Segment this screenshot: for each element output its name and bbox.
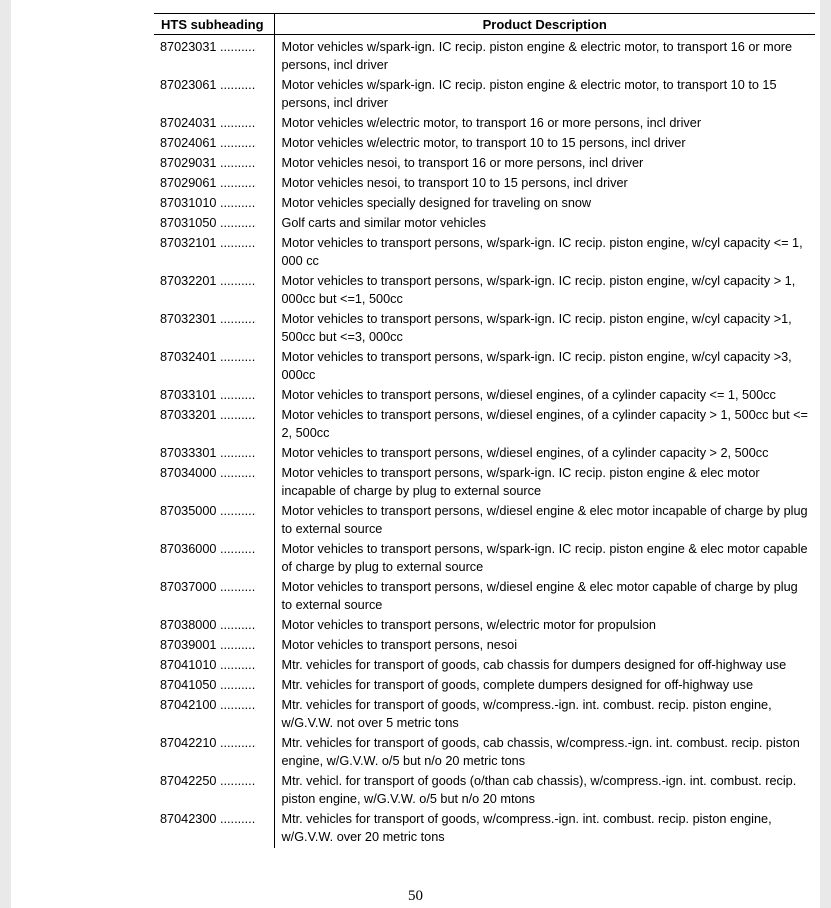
table-row [154, 234, 815, 272]
product-description-cell: Golf carts and similar motor vehicles [281, 216, 486, 230]
table-row [154, 406, 815, 444]
hts-code-cell: 87029031 .......... [154, 154, 274, 174]
hts-code-cell: 87033301 .......... [154, 444, 274, 464]
table-row [154, 272, 815, 310]
product-description-cell: Motor vehicles nesoi, to transport 16 or more persons, incl driver [281, 156, 644, 170]
table-header-row [154, 14, 815, 35]
product-description-cell: Mtr. vehicles for transport of goods, complete dumpers designed for off-highway use [281, 678, 754, 692]
hts-code-cell: 87031010 .......... [154, 194, 274, 214]
product-description-cell: Motor vehicles to transport persons, w/diesel engines, of a cylinder capacity > 1, 500cc but <= 2, 500cc [281, 408, 808, 440]
hts-table-container [154, 13, 815, 848]
product-description-cell: Motor vehicles specially designed for traveling on snow [281, 196, 592, 210]
product-description-cell: Motor vehicles to transport persons, w/electric motor for propulsion [281, 618, 656, 632]
document-page [11, 0, 820, 908]
product-description-cell: Motor vehicles w/spark-ign. IC recip. piston engine & electric motor, to transport 16 or more persons, incl driver [281, 40, 793, 72]
product-description-cell: Motor vehicles w/spark-ign. IC recip. piston engine & electric motor, to transport 10 to 15 persons, incl driver [281, 78, 777, 110]
product-description-cell: Mtr. vehicles for transport of goods, w/compress.-ign. int. combust. recip. piston engine, w/G.V.W. not over 5 metric tons [281, 698, 772, 730]
hts-code-cell: 87023061 .......... [154, 76, 274, 114]
hts-code-cell: 87042100 .......... [154, 696, 274, 734]
product-description-cell: Motor vehicles to transport persons, w/spark-ign. IC recip. piston engine, w/cyl capacity >1, 500cc but <=3, 000cc [281, 312, 792, 344]
header-product-description: Product Description [274, 14, 815, 35]
hts-code-cell: 87024061 .......... [154, 134, 274, 154]
hts-code-cell: 87041010 .......... [154, 656, 274, 676]
header-hts-subheading: HTS subheading [154, 14, 274, 35]
product-description-cell: Mtr. vehicl. for transport of goods (o/than cab chassis), w/compress.-ign. int. combust. recip. piston engine, w/G.V.W. o/5 but n/o 20 mtons [281, 774, 797, 806]
table-row [154, 386, 815, 406]
hts-code-cell: 87036000 .......... [154, 540, 274, 578]
hts-code-cell: 87032101 .......... [154, 234, 274, 272]
hts-code-cell: 87033201 .......... [154, 406, 274, 444]
hts-code-cell: 87023031 .......... [154, 35, 274, 77]
table-row [154, 194, 815, 214]
table-row [154, 616, 815, 636]
hts-code-cell: 87039001 .......... [154, 636, 274, 656]
table-row [154, 540, 815, 578]
table-row [154, 348, 815, 386]
table-row [154, 676, 815, 696]
table-row [154, 636, 815, 656]
table-row [154, 810, 815, 848]
product-description-cell: Motor vehicles to transport persons, w/diesel engine & elec motor capable of charge by plug to external source [281, 580, 798, 612]
table-row [154, 734, 815, 772]
hts-code-cell: 87024031 .......... [154, 114, 274, 134]
product-description-cell: Motor vehicles to transport persons, w/spark-ign. IC recip. piston engine & elec motor incapable of charge by plug to external source [281, 466, 760, 498]
table-row [154, 464, 815, 502]
table-body [154, 35, 815, 849]
hts-code-cell: 87042210 .......... [154, 734, 274, 772]
product-description-cell: Mtr. vehicles for transport of goods, cab chassis for dumpers designed for off-highway use [281, 658, 787, 672]
product-description-cell: Motor vehicles to transport persons, w/spark-ign. IC recip. piston engine & elec motor capable of charge by plug to external source [281, 542, 808, 574]
hts-code-cell: 87041050 .......... [154, 676, 274, 696]
product-description-cell: Motor vehicles to transport persons, w/spark-ign. IC recip. piston engine, w/cyl capacity <= 1, 000 cc [281, 236, 803, 268]
table-row [154, 772, 815, 810]
hts-code-cell: 87032301 .......... [154, 310, 274, 348]
product-description-cell: Mtr. vehicles for transport of goods, cab chassis, w/compress.-ign. int. combust. recip. piston engine, w/G.V.W. o/5 but n/o 20 metric tons [281, 736, 800, 768]
product-description-cell: Motor vehicles to transport persons, w/spark-ign. IC recip. piston engine, w/cyl capacity >3, 000cc [281, 350, 792, 382]
table-row [154, 154, 815, 174]
table-row [154, 310, 815, 348]
hts-table [154, 13, 815, 848]
product-description-cell: Motor vehicles nesoi, to transport 10 to 15 persons, incl driver [281, 176, 628, 190]
hts-code-cell: 87037000 .......... [154, 578, 274, 616]
table-row [154, 76, 815, 114]
product-description-cell: Motor vehicles w/electric motor, to transport 16 or more persons, incl driver [281, 116, 702, 130]
hts-code-cell: 87032401 .......... [154, 348, 274, 386]
hts-code-cell: 87038000 .......... [154, 616, 274, 636]
hts-code-cell: 87034000 .......... [154, 464, 274, 502]
table-row [154, 656, 815, 676]
page-number: 50 [408, 888, 423, 904]
table-row [154, 214, 815, 234]
product-description-cell: Motor vehicles to transport persons, w/diesel engines, of a cylinder capacity > 2, 500cc [281, 446, 769, 460]
table-row [154, 578, 815, 616]
table-row [154, 696, 815, 734]
table-row [154, 444, 815, 464]
hts-code-cell: 87029061 .......... [154, 174, 274, 194]
table-row [154, 502, 815, 540]
product-description-cell: Motor vehicles to transport persons, w/diesel engines, of a cylinder capacity <= 1, 500cc [281, 388, 776, 402]
hts-code-cell: 87033101 .......... [154, 386, 274, 406]
table-row [154, 114, 815, 134]
hts-code-cell: 87042250 .......... [154, 772, 274, 810]
hts-code-cell: 87031050 .......... [154, 214, 274, 234]
hts-code-cell: 87042300 .......... [154, 810, 274, 848]
product-description-cell: Motor vehicles to transport persons, nesoi [281, 638, 518, 652]
product-description-cell: Motor vehicles w/electric motor, to transport 10 to 15 persons, incl driver [281, 136, 686, 150]
product-description-cell: Motor vehicles to transport persons, w/spark-ign. IC recip. piston engine, w/cyl capacity > 1, 000cc but <=1, 500cc [281, 274, 796, 306]
hts-code-cell: 87035000 .......... [154, 502, 274, 540]
product-description-cell: Motor vehicles to transport persons, w/diesel engine & elec motor incapable of charge by plug to external source [281, 504, 808, 536]
table-row [154, 134, 815, 154]
table-row [154, 35, 815, 77]
product-description-cell: Mtr. vehicles for transport of goods, w/compress.-ign. int. combust. recip. piston engine, w/G.V.W. over 20 metric tons [281, 812, 772, 844]
hts-code-cell: 87032201 .......... [154, 272, 274, 310]
table-row [154, 174, 815, 194]
